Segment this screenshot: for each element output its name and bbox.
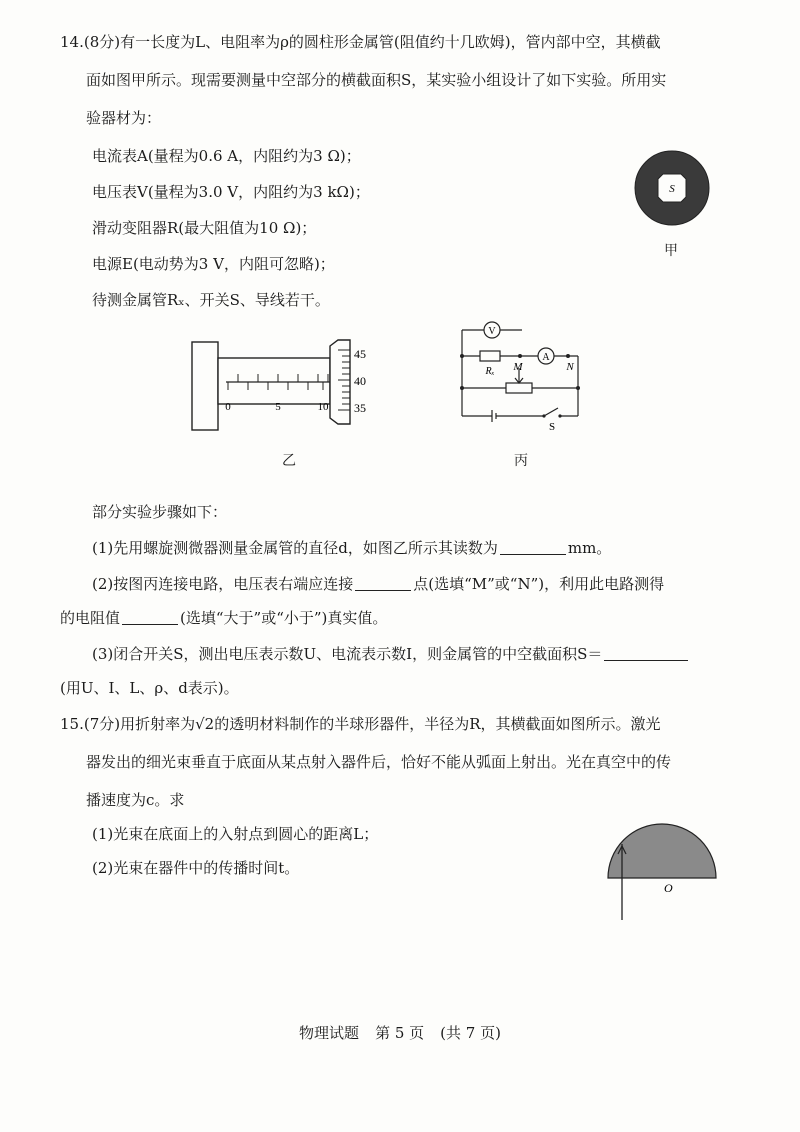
material-rheostat: 滑动变阻器R(最大阻值为10 Ω)； — [92, 219, 317, 237]
figure-yi-micrometer — [192, 336, 392, 436]
answer-blank-1[interactable] — [500, 540, 566, 555]
material-tube: 待测金属管Rₓ、开关S、导线若干。 — [92, 291, 330, 309]
figure-bing-caption: 丙 — [514, 453, 528, 469]
q15-line-3: 播速度为c。求 — [86, 791, 185, 809]
thimble-tick-35: 35 — [354, 401, 366, 415]
figure-bing-circuit — [458, 320, 588, 433]
q15-line-1 — [60, 714, 661, 734]
step-2 — [92, 574, 664, 594]
switch-label: S — [548, 421, 556, 433]
q15-line-2: 器发出的细光束垂直于底面从某点射入器件后，恰好不能从弧面上射出。光在真空中的传 — [86, 753, 672, 771]
step-1 — [92, 538, 611, 558]
q15-text-b: 的透明材料制作的半球形器件，半径为R，其横截面如图所示。激光 — [214, 715, 661, 733]
step-3-text: (3)闭合开关S，测出电压表示数U、电流表示数I，则金属管的中空截面积S＝ — [92, 645, 603, 663]
steps-title: 部分实验步骤如下： — [92, 503, 228, 521]
step-3 — [92, 644, 690, 664]
step-1-text: (1)先用螺旋测微器测量金属管的直径d，如图乙所示其读数为 — [92, 539, 498, 557]
figure-hemisphere — [604, 810, 724, 922]
answer-blank-4[interactable] — [604, 646, 688, 661]
answer-blank-3[interactable] — [122, 610, 178, 625]
q15-part-1: (1)光束在底面上的入射点到圆心的距离L； — [92, 825, 379, 843]
jia-s-label: S — [669, 183, 675, 195]
step-2-cont — [60, 608, 387, 628]
point-m-label: M — [513, 361, 523, 373]
figure-jia — [632, 148, 712, 228]
rx-label: Rₓ — [485, 366, 495, 377]
material-voltmeter: 电压表V(量程为3.0 V，内阻约为3 kΩ)； — [92, 183, 370, 201]
sleeve-tick-0: 0 — [225, 401, 231, 413]
point-n-label: N — [566, 361, 574, 373]
step-2-text-d: (选填“大于”或“小于”)真实值。 — [180, 609, 388, 627]
thimble-tick-40: 40 — [354, 374, 366, 388]
q15-sqrt2: √2 — [195, 715, 215, 733]
sleeve-tick-10: 10 — [317, 401, 329, 413]
q15-part-2: (2)光束在器件中的传播时间t。 — [92, 859, 300, 877]
step-3-cont: (用U、I、L、ρ、d表示)。 — [60, 679, 239, 697]
voltmeter-label: V — [488, 326, 496, 337]
q14-line-3: 验器材为： — [86, 109, 162, 127]
center-o-label: O — [664, 881, 673, 895]
sleeve-tick-5: 5 — [275, 401, 281, 413]
footer-total: (共 7 页) — [440, 1024, 501, 1042]
material-ammeter: 电流表A(量程为0.6 A，内阻约为3 Ω)； — [92, 147, 361, 165]
step-2-text-c: 的电阻值 — [60, 609, 121, 627]
figure-jia-caption: 甲 — [664, 243, 678, 259]
answer-blank-2[interactable] — [355, 576, 411, 591]
step-2-text-a: (2)按图丙连接电路，电压表右端应连接 — [92, 575, 354, 593]
footer-title: 物理试题 — [299, 1024, 360, 1042]
q15-text-a: 15.(7分)用折射率为 — [60, 715, 196, 733]
q14-line-2: 面如图甲所示。现需要测量中空部分的横截面积S，某实验小组设计了如下实验。所用实 — [86, 71, 667, 89]
step-2-text-b: 点(选填“M”或“N”)，利用此电路测得 — [413, 575, 665, 593]
page-footer — [0, 1022, 800, 1043]
q14-line-1: 14.(8分)有一长度为L、电阻率为ρ的圆柱形金属管(阻值约十几欧姆)，管内部中空，其横截 — [60, 33, 661, 51]
ammeter-label: A — [542, 352, 550, 363]
thimble-tick-45: 45 — [354, 347, 366, 361]
material-source: 电源E(电动势为3 V，内阻可忽略)； — [92, 255, 335, 273]
step-1-unit: mm。 — [567, 539, 612, 557]
figure-yi-caption: 乙 — [282, 453, 296, 469]
footer-page: 第 5 页 — [375, 1024, 425, 1042]
